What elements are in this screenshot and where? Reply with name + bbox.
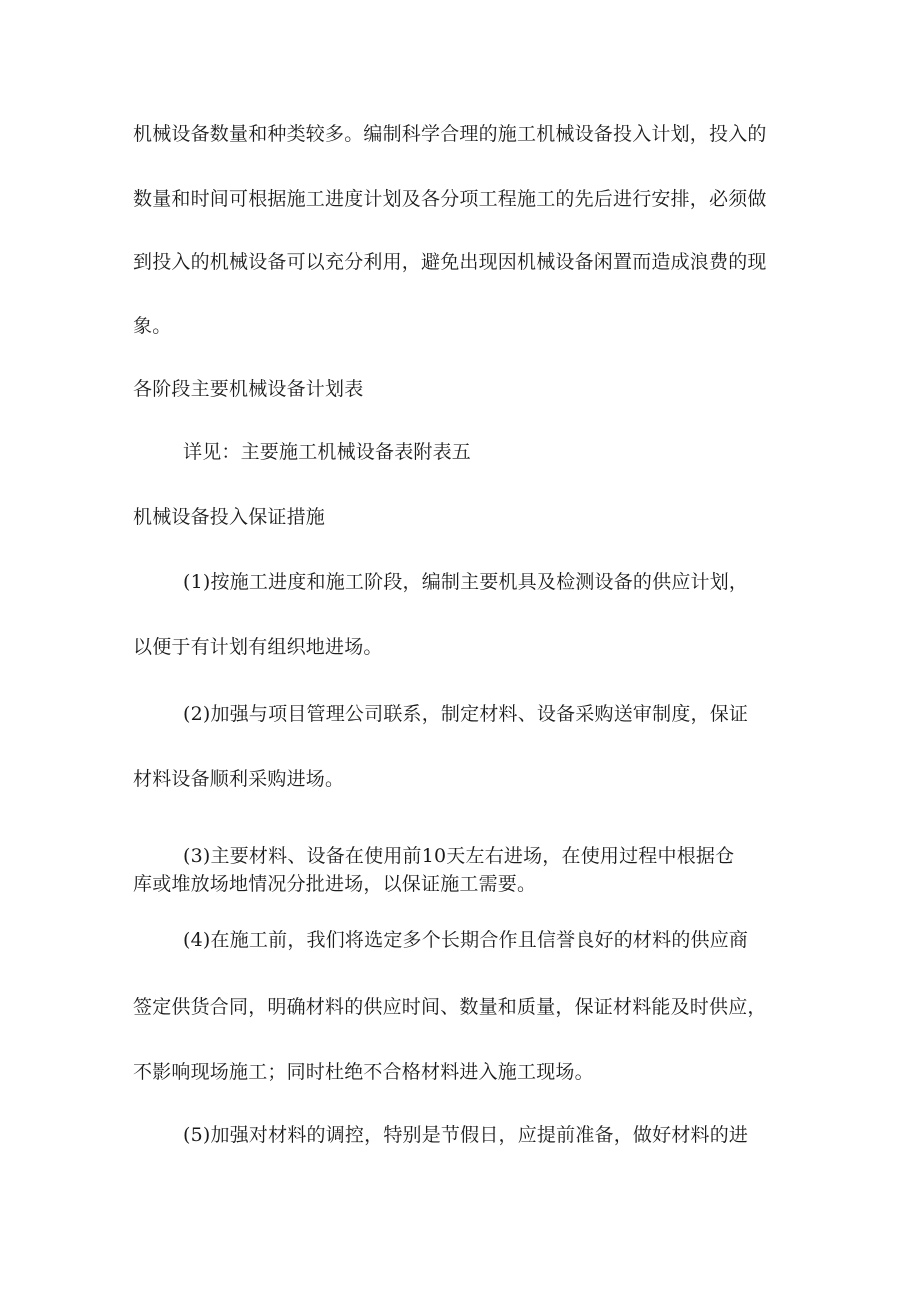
measure-2-line-1: (2)加强与项目管理公司联系，制定材料、设备采购送审制度，保证	[183, 703, 749, 725]
body-line-4: 象。	[133, 315, 172, 337]
measure-4-line-3: 不影响现场施工；同时杜绝不合格材料进入施工现场。	[133, 1061, 594, 1083]
measure-1-line-2: 以便于有计划有组织地进场。	[133, 636, 383, 658]
measure-3-line-1: (3)主要材料、设备在使用前10天左右进场，在使用过程中根据仓	[183, 845, 735, 867]
measure-4-line-2: 签定供货合同，明确材料的供应时间、数量和质量，保证材料能及时供应，	[133, 996, 767, 1018]
detail-reference-line: 详见：主要施工机械设备表附表五	[183, 441, 472, 463]
body-line-3: 到投入的机械设备可以充分利用，避免出现因机械设备闲置而造成浪费的现	[133, 251, 767, 273]
measure-1-line-1: (1)按施工进度和施工阶段，编制主要机具及检测设备的供应计划，	[183, 571, 749, 593]
section-heading-plan-table: 各阶段主要机械设备计划表	[133, 378, 364, 400]
measure-5-line-1: (5)加强对材料的调控，特别是节假日，应提前准备，做好材料的进	[183, 1124, 749, 1146]
measure-4-line-1: (4)在施工前，我们将选定多个长期合作且信誉良好的材料的供应商	[183, 929, 749, 951]
body-line-1: 机械设备数量和种类较多。编制科学合理的施工机械设备投入计划，投入的	[133, 123, 767, 145]
body-line-2: 数量和时间可根据施工进度计划及各分项工程施工的先后进行安排，必须做	[133, 188, 767, 210]
section-heading-guarantee-measures: 机械设备投入保证措施	[133, 506, 326, 528]
measure-3-line-2: 库或堆放场地情况分批进场，以保证施工需要。	[133, 873, 537, 895]
measure-2-line-2: 材料设备顺利采购进场。	[133, 768, 345, 790]
